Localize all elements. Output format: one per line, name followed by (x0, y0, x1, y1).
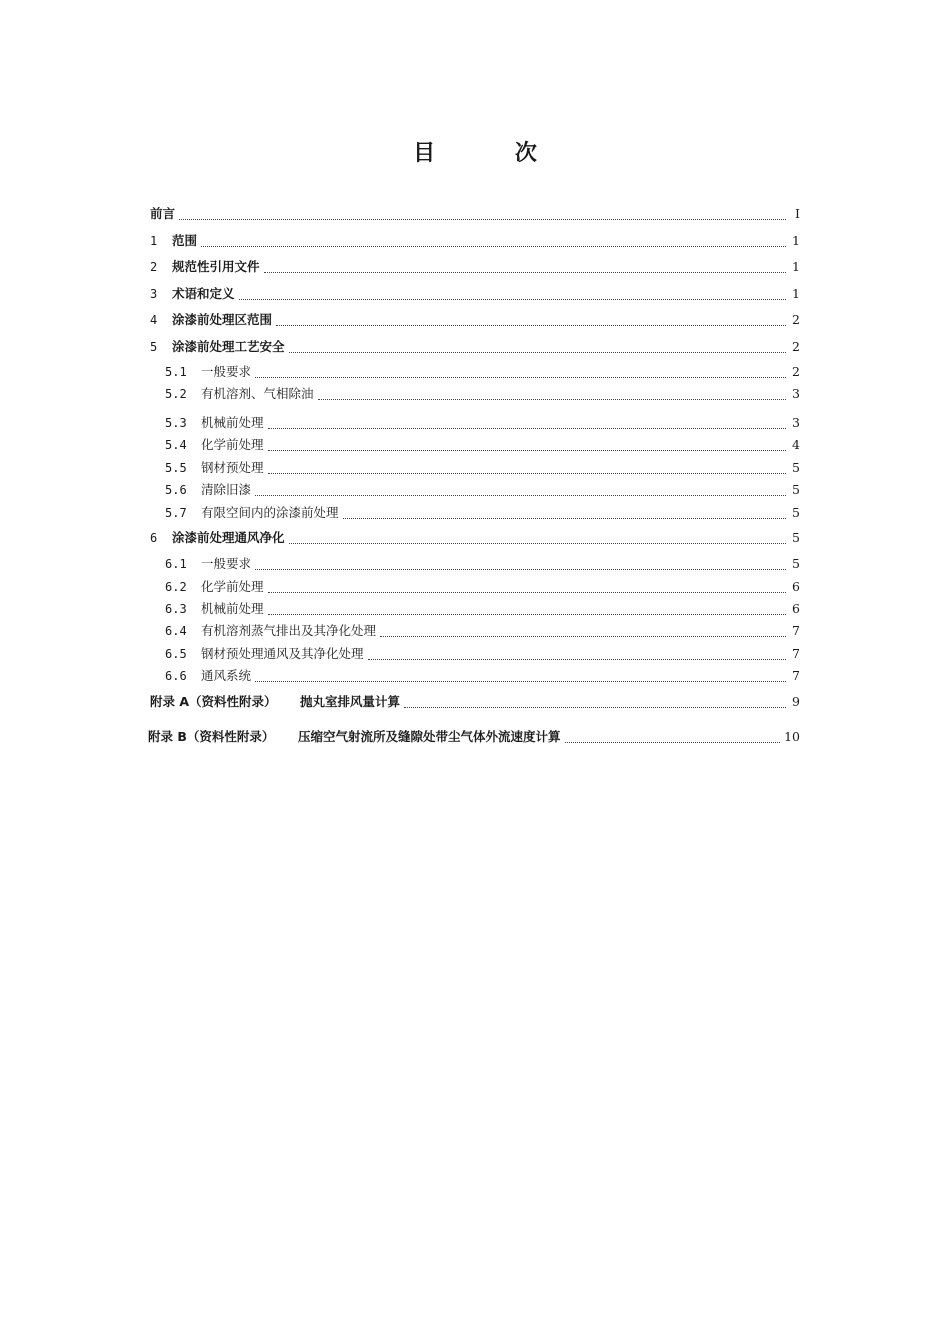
toc-entry-title: 清除旧漆 (201, 482, 252, 497)
toc-entry-title: 涂漆前处理通风净化 (172, 530, 285, 545)
toc-entry[interactable] (165, 668, 800, 684)
toc-entry-title: 压缩空气射流所及缝隙处带尘气体外流速度计算 (298, 729, 561, 744)
toc-entry-number: 6.6 (165, 669, 187, 683)
toc-leader-dots (268, 582, 786, 593)
toc-entry[interactable] (150, 259, 800, 275)
toc-entry-title: 机械前处理 (201, 601, 264, 616)
toc-entry[interactable] (165, 437, 800, 453)
toc-entry[interactable] (165, 579, 800, 595)
toc-entry[interactable] (165, 364, 800, 380)
toc-entry-title: 钢材预处理 (201, 460, 264, 475)
toc-entry-page: 10 (784, 729, 800, 744)
toc-leader-dots (255, 559, 786, 570)
toc-entry[interactable] (165, 601, 800, 617)
toc-entry-page: 6 (792, 601, 800, 616)
toc-entry[interactable] (148, 729, 800, 745)
toc-leader-dots (343, 508, 786, 519)
toc-entry[interactable] (165, 505, 800, 521)
toc-entry-title: 有限空间内的涂漆前处理 (201, 505, 339, 520)
toc-entry-title: 通风系统 (201, 668, 252, 683)
toc-entry-page: 1 (792, 233, 800, 248)
toc-entry[interactable] (150, 233, 800, 249)
toc-leader-dots (179, 209, 786, 220)
toc-entry-number: 5.6 (165, 483, 187, 497)
toc-entry-number: 5.1 (165, 365, 187, 379)
toc-entry[interactable] (165, 556, 800, 572)
toc-leader-dots (289, 533, 786, 544)
toc-entry[interactable] (165, 386, 800, 402)
toc-entry[interactable] (150, 339, 800, 355)
page-title: 目 次 (413, 141, 573, 166)
toc-entry-title: 机械前处理 (201, 415, 264, 430)
toc-entry-page: 7 (792, 646, 800, 661)
toc-entry-title: 抛丸室排风量计算 (300, 694, 401, 709)
toc-leader-dots (404, 697, 786, 708)
toc-leader-dots (368, 649, 786, 660)
toc-entry[interactable] (150, 694, 800, 710)
toc-entry[interactable] (165, 646, 800, 662)
toc-entry-number: 6.4 (165, 624, 187, 638)
toc-entry-page: 3 (792, 386, 800, 401)
toc-entry-page: 4 (792, 437, 800, 452)
toc-entry[interactable] (165, 482, 800, 498)
toc-entry[interactable] (165, 623, 800, 639)
toc-entry-number: 附录 A（资料性附录） (150, 694, 277, 709)
toc-entry-title: 有机溶剂、气相除油 (201, 386, 314, 401)
toc-entry[interactable] (150, 530, 800, 546)
toc-leader-dots (289, 342, 786, 353)
toc-leader-dots (268, 440, 786, 451)
toc-leader-dots (255, 671, 786, 682)
toc-entry-number: 2 (150, 260, 158, 274)
toc-entry[interactable] (150, 312, 800, 328)
toc-entry-title: 范围 (172, 233, 198, 248)
toc-entry-title: 术语和定义 (172, 286, 235, 301)
toc-entry-title: 一般要求 (201, 364, 252, 379)
toc-entry-number: 6 (150, 531, 158, 545)
toc-entry-page: 5 (792, 530, 800, 545)
toc-entry-page: 2 (792, 339, 800, 354)
toc-entry-page: 5 (792, 460, 800, 475)
toc-entry-number: 6.2 (165, 580, 187, 594)
toc-entry-number: 附录 B（资料性附录） (148, 729, 275, 744)
toc-entry-title: 化学前处理 (201, 579, 264, 594)
toc-entry-page: 5 (792, 505, 800, 520)
toc-entry-number: 3 (150, 287, 158, 301)
toc-entry-number: 6.3 (165, 602, 187, 616)
toc-leader-dots (268, 604, 786, 615)
toc-entry-title: 化学前处理 (201, 437, 264, 452)
toc-entry-page: 5 (792, 482, 800, 497)
toc-leader-dots (318, 389, 786, 400)
toc-leader-dots (255, 485, 786, 496)
toc-entry-number: 5.7 (165, 506, 187, 520)
toc-entry-title: 钢材预处理通风及其净化处理 (201, 646, 364, 661)
toc-entry-title: 涂漆前处理区范围 (172, 312, 273, 327)
toc-entry-number: 6.1 (165, 557, 187, 571)
toc-entry-page: 3 (792, 415, 800, 430)
toc-leader-dots (201, 236, 786, 247)
toc-leader-dots (276, 315, 786, 326)
toc-entry-page: 1 (792, 259, 800, 274)
toc-entry[interactable] (165, 460, 800, 476)
toc-entry-page: 1 (792, 286, 800, 301)
toc-entry-number: 5.5 (165, 461, 187, 475)
toc-entry-title: 有机溶剂蒸气排出及其净化处理 (201, 623, 377, 638)
toc-leader-dots (268, 418, 786, 429)
toc-entry-number: 1 (150, 234, 158, 248)
toc-entry-page: Ⅰ (795, 206, 800, 221)
toc-leader-dots (565, 732, 781, 743)
toc-entry-title: 规范性引用文件 (172, 259, 260, 274)
toc-entry-number: 4 (150, 313, 158, 327)
toc-entry-title: 前言 (150, 206, 176, 221)
toc-entry[interactable] (150, 206, 800, 222)
toc-entry[interactable] (165, 415, 800, 431)
toc-entry-page: 9 (792, 694, 800, 709)
toc-entry-title: 一般要求 (201, 556, 252, 571)
toc-entry-page: 5 (792, 556, 800, 571)
toc-entry-number: 5.3 (165, 416, 187, 430)
toc-entry-page: 7 (792, 623, 800, 638)
toc-leader-dots (264, 262, 786, 273)
toc-entry-number: 5 (150, 340, 158, 354)
toc-entry-page: 7 (792, 668, 800, 683)
toc-leader-dots (268, 463, 786, 474)
toc-entry-page: 2 (792, 364, 800, 379)
toc-entry-number: 5.2 (165, 387, 187, 401)
toc-entry[interactable] (150, 286, 800, 302)
toc-entry-number: 5.4 (165, 438, 187, 452)
toc-leader-dots (380, 626, 786, 637)
toc-leader-dots (255, 367, 786, 378)
toc-entry-number: 6.5 (165, 647, 187, 661)
toc-leader-dots (239, 289, 786, 300)
toc-entry-page: 6 (792, 579, 800, 594)
toc-entry-page: 2 (792, 312, 800, 327)
toc-entry-title: 涂漆前处理工艺安全 (172, 339, 285, 354)
